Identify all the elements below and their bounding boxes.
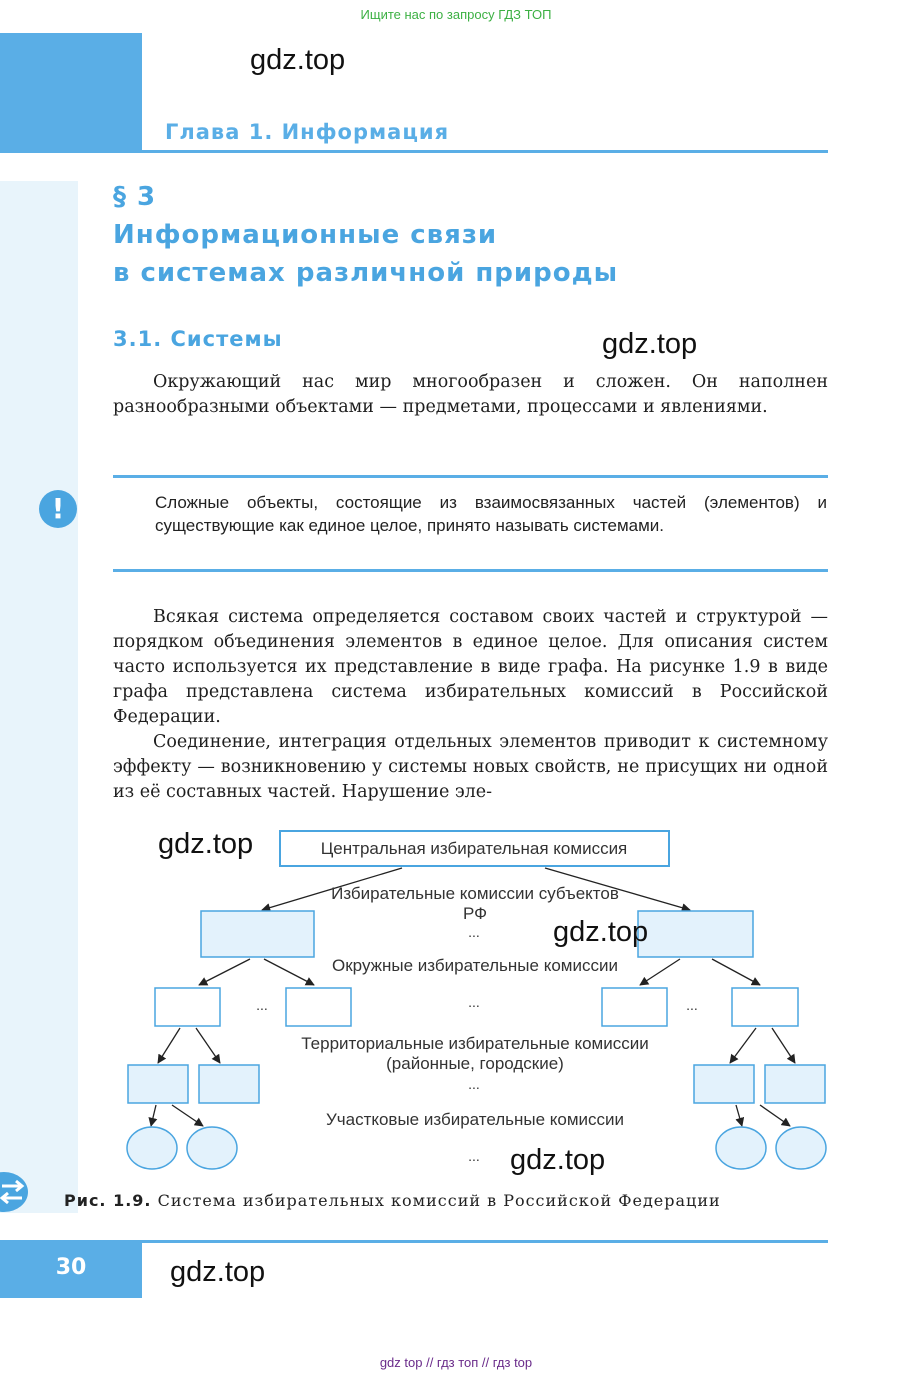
header-rule xyxy=(142,150,828,153)
page-number: 30 xyxy=(55,1255,87,1280)
territorial-node xyxy=(128,1065,188,1103)
paragraph-title-line1: Информационные связи xyxy=(113,220,498,250)
chapter-title: Глава 1. Информация xyxy=(165,120,450,144)
watermark: gdz.top xyxy=(510,1144,606,1176)
territorial-node xyxy=(694,1065,754,1103)
edge xyxy=(772,1028,795,1063)
subsection-title: 3.1. Системы xyxy=(113,327,283,351)
level3-sublabel: (районные, городские) xyxy=(386,1054,564,1073)
caption-label: Рис. 1.9. xyxy=(64,1191,152,1210)
note-bottom-rule xyxy=(113,569,828,572)
top-banner: Ищите нас по запросу ГДЗ ТОП xyxy=(360,7,552,22)
subject-node xyxy=(638,911,753,957)
body-paragraph: Всякая система определяется составом своих частей и структурой — порядком объединения элементов в единое целое. Для описания систем часто используется их представление в виде графа. На рисунке 1.9 в виде графа представлена система избирательных комиссий в Российской Федерации. xyxy=(113,607,828,727)
edge xyxy=(151,1105,156,1126)
subject-node xyxy=(201,911,314,957)
level1-label: Избирательные комиссии субъектов РФ xyxy=(331,884,619,923)
edge xyxy=(196,1028,220,1063)
district-node xyxy=(732,988,798,1026)
ellipsis: ... xyxy=(468,1148,480,1164)
body-text xyxy=(113,605,828,805)
ellipsis: ... xyxy=(468,924,480,940)
exclamation-icon: ! xyxy=(39,490,77,528)
precinct-node xyxy=(187,1127,237,1169)
watermark: gdz.top xyxy=(553,916,649,948)
watermark: gdz.top xyxy=(602,328,698,360)
caption-text: Система избирательных комиссий в Российской Федерации xyxy=(157,1191,721,1210)
level3-label: Территориальные избирательные комиссии xyxy=(301,1034,649,1053)
edge xyxy=(760,1105,790,1126)
paragraph-heading xyxy=(113,178,618,292)
district-node xyxy=(602,988,667,1026)
edge xyxy=(712,959,760,985)
ellipsis: ... xyxy=(256,997,268,1013)
swap-icon xyxy=(0,1172,28,1212)
paragraph-title-line2: в системах различной природы xyxy=(113,258,619,288)
edge xyxy=(736,1105,742,1126)
watermark: gdz.top xyxy=(158,828,254,860)
edge xyxy=(172,1105,203,1126)
precinct-node xyxy=(776,1127,826,1169)
edge xyxy=(199,959,250,985)
ellipsis: ... xyxy=(686,997,698,1013)
intro-paragraph: Окружающий нас мир многообразен и сложен. Он наполнен разнообразными объектами — предметами, процессами и явлениями. xyxy=(113,372,828,417)
district-node xyxy=(286,988,351,1026)
watermark: gdz.top xyxy=(250,44,346,76)
root-node-label: Центральная избирательная комиссия xyxy=(320,839,628,858)
body-paragraph: Соединение, интеграция отдельных элементов приводит к системному эффекту — возникновению у системы новых свойств, не присущих ни одной из её составных частей. Нарушение эле- xyxy=(113,732,828,802)
district-node xyxy=(155,988,220,1026)
territorial-node xyxy=(765,1065,825,1103)
ellipsis: ... xyxy=(468,994,480,1010)
edge xyxy=(158,1028,180,1063)
definition-note: Сложные объекты, состоящие из взаимосвязанных частей (элементов) и существующие как единое целое, принято называть системами. xyxy=(155,493,827,535)
level2-label: Окружные избирательные комиссии xyxy=(332,956,618,975)
level4-label: Участковые избирательные комиссии xyxy=(325,1110,625,1129)
ellipsis: ... xyxy=(468,1076,480,1092)
watermark: gdz.top xyxy=(170,1256,266,1288)
footer-rule xyxy=(142,1240,828,1243)
territorial-node xyxy=(199,1065,259,1103)
edge xyxy=(730,1028,756,1063)
note-top-rule xyxy=(113,475,828,478)
paragraph-number: § 3 xyxy=(113,182,157,212)
precinct-node xyxy=(716,1127,766,1169)
bottom-banner: gdz top // гдз топ // гдз top xyxy=(379,1355,533,1370)
header-color-block xyxy=(0,33,142,153)
precinct-node xyxy=(127,1127,177,1169)
figure-caption xyxy=(64,1191,721,1210)
